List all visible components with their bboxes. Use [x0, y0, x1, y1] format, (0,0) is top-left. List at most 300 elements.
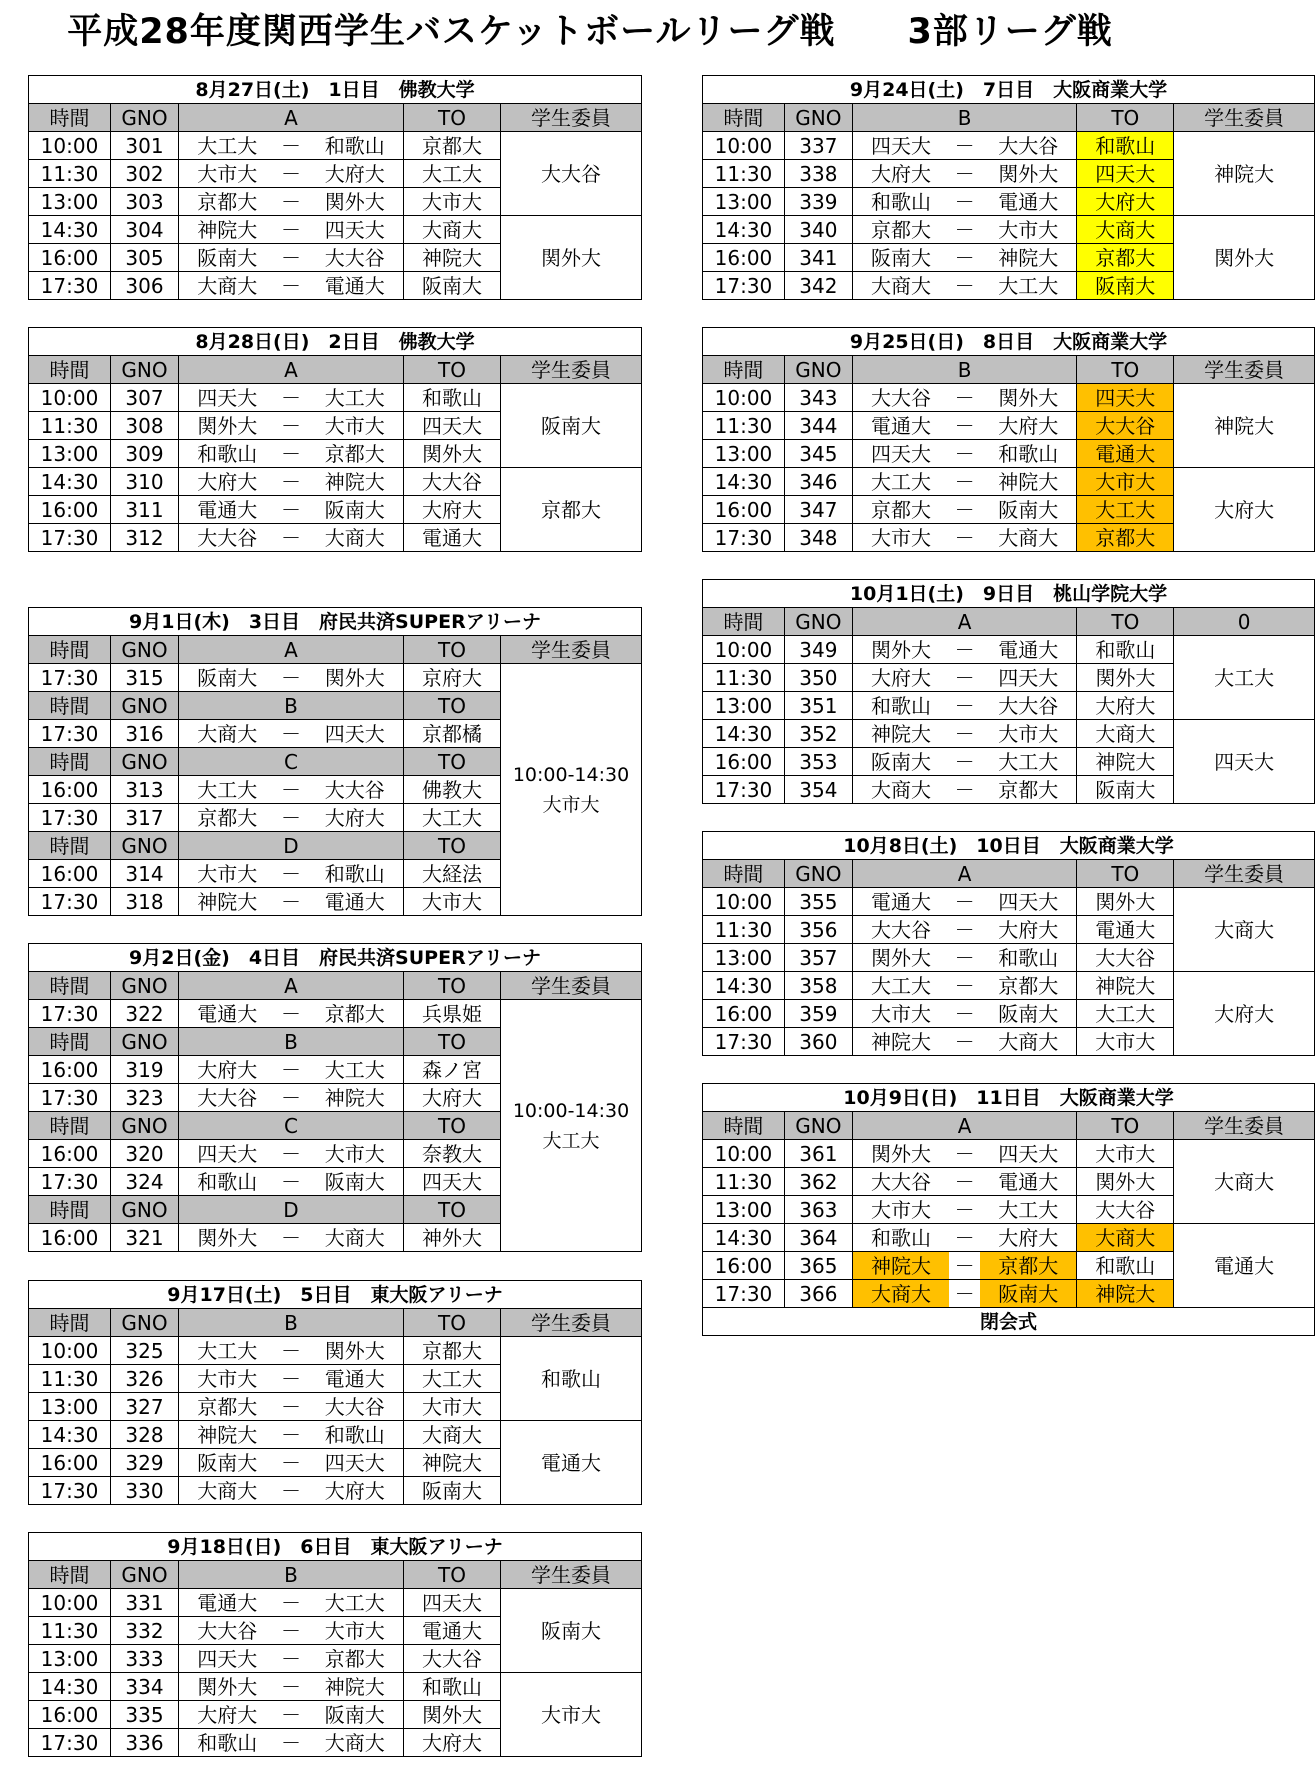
versus-dash: － — [276, 272, 307, 300]
header-gno: GNO — [111, 104, 179, 132]
versus-dash: － — [949, 524, 980, 552]
team-b: 神院大 — [307, 468, 404, 496]
table-title: 9月1日(木) 3日目 府民共済SUPERアリーナ — [29, 608, 642, 636]
versus-dash: － — [949, 272, 980, 300]
versus-dash: － — [276, 1701, 307, 1729]
table-officials: 大商大 — [1077, 1224, 1174, 1252]
team-a: 大市大 — [852, 1196, 949, 1224]
student-committee: 京都大 — [501, 468, 642, 552]
header-to: TO — [404, 1112, 501, 1140]
header-row — [703, 356, 1315, 384]
game-number: 341 — [784, 244, 852, 272]
versus-dash: － — [276, 1168, 307, 1196]
game-row — [29, 468, 642, 496]
schedule-table-day9 — [702, 579, 1315, 804]
team-b: 京都大 — [980, 972, 1077, 1000]
game-number: 349 — [784, 636, 852, 664]
team-b: 四天大 — [980, 664, 1077, 692]
table-officials: 大大谷 — [1077, 944, 1174, 972]
versus-dash: － — [276, 1393, 307, 1421]
team-a: 大商大 — [179, 1477, 276, 1505]
table-officials: 和歌山 — [404, 1673, 501, 1701]
game-number: 306 — [111, 272, 179, 300]
game-number: 338 — [784, 160, 852, 188]
game-number: 320 — [111, 1140, 179, 1168]
header-time: 時間 — [703, 860, 785, 888]
table-officials: 大工大 — [404, 804, 501, 832]
game-row — [29, 132, 642, 160]
game-number: 328 — [111, 1421, 179, 1449]
team-a: 大工大 — [179, 1337, 276, 1365]
table-officials: 奈教大 — [404, 1140, 501, 1168]
header-gno: GNO — [111, 636, 179, 664]
table-officials: 阪南大 — [1077, 776, 1174, 804]
game-time: 16:00 — [29, 1140, 111, 1168]
game-time: 16:00 — [29, 1224, 111, 1252]
game-time: 13:00 — [29, 188, 111, 216]
game-time: 17:30 — [29, 720, 111, 748]
game-number: 358 — [784, 972, 852, 1000]
game-time: 10:00 — [703, 132, 785, 160]
table-title: 9月2日(金) 4日目 府民共済SUPERアリーナ — [29, 944, 642, 972]
team-a: 大工大 — [852, 972, 949, 1000]
header-to: TO — [404, 356, 501, 384]
table-officials: 京都大 — [1077, 524, 1174, 552]
team-a: 関外大 — [852, 636, 949, 664]
game-time: 11:30 — [703, 160, 785, 188]
game-number: 352 — [784, 720, 852, 748]
student-committee: 阪南大 — [501, 1589, 642, 1673]
team-b: 大商大 — [980, 524, 1077, 552]
team-b: 電通大 — [980, 636, 1077, 664]
game-time: 14:30 — [29, 1421, 111, 1449]
table-officials: 大市大 — [404, 888, 501, 916]
versus-dash: － — [276, 1589, 307, 1617]
team-a: 和歌山 — [179, 1729, 276, 1757]
team-b: 阪南大 — [307, 496, 404, 524]
header-time: 時間 — [29, 1196, 111, 1224]
team-b: 和歌山 — [980, 944, 1077, 972]
game-number: 337 — [784, 132, 852, 160]
game-number: 335 — [111, 1701, 179, 1729]
team-a: 大商大 — [852, 272, 949, 300]
game-number: 315 — [111, 664, 179, 692]
table-officials: 関外大 — [404, 1701, 501, 1729]
team-b: 大大谷 — [980, 132, 1077, 160]
header-committee: 0 — [1174, 608, 1315, 636]
game-number: 318 — [111, 888, 179, 916]
table-officials: 大市大 — [1077, 1028, 1174, 1056]
game-time: 11:30 — [703, 916, 785, 944]
committee-school: 大市大 — [542, 793, 600, 816]
table-officials: 大市大 — [1077, 1140, 1174, 1168]
team-a: 大府大 — [179, 468, 276, 496]
team-b: 大府大 — [307, 1477, 404, 1505]
team-b: 京都大 — [980, 776, 1077, 804]
team-a: 和歌山 — [852, 692, 949, 720]
team-b: 大府大 — [307, 160, 404, 188]
table-title: 10月1日(土) 9日目 桃山学院大学 — [703, 580, 1315, 608]
versus-dash: － — [276, 524, 307, 552]
table-officials: 神院大 — [1077, 1280, 1174, 1308]
closing-ceremony: 閉会式 — [703, 1308, 1315, 1336]
versus-dash: － — [949, 1280, 980, 1308]
header-to: TO — [404, 972, 501, 1000]
header-court: A — [852, 1112, 1077, 1140]
game-number: 327 — [111, 1393, 179, 1421]
game-row — [703, 216, 1315, 244]
game-time: 10:00 — [29, 384, 111, 412]
team-a: 四天大 — [179, 384, 276, 412]
header-row — [29, 104, 642, 132]
team-a: 大工大 — [179, 132, 276, 160]
game-number: 332 — [111, 1617, 179, 1645]
team-b: 大府大 — [307, 804, 404, 832]
header-committee: 学生委員 — [1174, 356, 1315, 384]
game-row — [703, 1140, 1315, 1168]
game-row — [29, 216, 642, 244]
game-time: 13:00 — [29, 1393, 111, 1421]
game-number: 312 — [111, 524, 179, 552]
team-a: 阪南大 — [179, 664, 276, 692]
team-b: 大大谷 — [307, 776, 404, 804]
header-gno: GNO — [111, 1561, 179, 1589]
game-number: 346 — [784, 468, 852, 496]
committee-hours: 10:00-14:30 — [512, 763, 630, 786]
student-committee: 大府大 — [1174, 972, 1315, 1056]
versus-dash: － — [949, 440, 980, 468]
team-a: 和歌山 — [179, 1168, 276, 1196]
team-a: 阪南大 — [852, 748, 949, 776]
footer-row — [703, 1308, 1315, 1336]
header-row — [29, 972, 642, 1000]
game-row — [29, 1000, 642, 1028]
versus-dash: － — [949, 1224, 980, 1252]
header-row — [703, 860, 1315, 888]
game-time: 16:00 — [703, 496, 785, 524]
schedule-table-day5 — [28, 1280, 642, 1505]
header-court: A — [179, 636, 404, 664]
game-time: 11:30 — [703, 1168, 785, 1196]
student-committee: 大商大 — [1174, 1140, 1315, 1224]
team-a: 大市大 — [179, 160, 276, 188]
team-a: 関外大 — [179, 1224, 276, 1252]
versus-dash: － — [949, 496, 980, 524]
team-b: 神院大 — [980, 244, 1077, 272]
header-time: 時間 — [29, 748, 111, 776]
header-court: A — [179, 104, 404, 132]
game-number: 360 — [784, 1028, 852, 1056]
table-officials: 京都大 — [1077, 244, 1174, 272]
team-b: 京都大 — [980, 1252, 1077, 1280]
game-row — [29, 384, 642, 412]
versus-dash: － — [276, 1673, 307, 1701]
game-number: 330 — [111, 1477, 179, 1505]
header-row — [29, 1309, 642, 1337]
student-committee: 神院大 — [1174, 132, 1315, 216]
versus-dash: － — [949, 1000, 980, 1028]
team-b: 大商大 — [307, 1224, 404, 1252]
game-number: 344 — [784, 412, 852, 440]
table-officials: 関外大 — [1077, 888, 1174, 916]
team-b: 大市大 — [980, 216, 1077, 244]
game-number: 322 — [111, 1000, 179, 1028]
team-b: 大商大 — [307, 524, 404, 552]
table-title: 8月28日(日) 2日目 佛教大学 — [29, 328, 642, 356]
game-time: 11:30 — [703, 664, 785, 692]
versus-dash: － — [949, 216, 980, 244]
team-b: 大大谷 — [307, 244, 404, 272]
table-officials: 神院大 — [404, 244, 501, 272]
header-row — [703, 1112, 1315, 1140]
table-officials: 森ノ宮 — [404, 1056, 501, 1084]
header-to: TO — [404, 1309, 501, 1337]
game-number: 354 — [784, 776, 852, 804]
header-court: B — [179, 1309, 404, 1337]
table-title-row — [29, 1281, 642, 1309]
student-committee — [501, 664, 642, 916]
team-a: 大商大 — [179, 272, 276, 300]
header-gno: GNO — [784, 1112, 852, 1140]
game-time: 13:00 — [29, 1645, 111, 1673]
team-b: 大工大 — [980, 1196, 1077, 1224]
table-officials: 電通大 — [404, 524, 501, 552]
team-a: 大府大 — [852, 664, 949, 692]
team-b: 大大谷 — [307, 1393, 404, 1421]
game-row — [703, 720, 1315, 748]
game-time: 10:00 — [29, 1589, 111, 1617]
team-b: 大大谷 — [980, 692, 1077, 720]
game-number: 304 — [111, 216, 179, 244]
game-time: 16:00 — [703, 1000, 785, 1028]
versus-dash: － — [276, 1000, 307, 1028]
committee-hours: 10:00-14:30 — [512, 1099, 630, 1122]
table-officials: 大府大 — [404, 1729, 501, 1757]
team-b: 大工大 — [980, 272, 1077, 300]
game-time: 10:00 — [703, 888, 785, 916]
table-officials: 神院大 — [1077, 972, 1174, 1000]
header-committee: 学生委員 — [501, 1309, 642, 1337]
game-time: 17:30 — [29, 524, 111, 552]
student-committee: 大大谷 — [501, 132, 642, 216]
game-number: 303 — [111, 188, 179, 216]
game-number: 319 — [111, 1056, 179, 1084]
table-title: 9月17日(土) 5日目 東大阪アリーナ — [29, 1281, 642, 1309]
game-time: 17:30 — [703, 1280, 785, 1308]
table-title-row — [29, 608, 642, 636]
game-time: 17:30 — [29, 1000, 111, 1028]
team-a: 大大谷 — [179, 1617, 276, 1645]
student-committee: 大工大 — [1174, 636, 1315, 720]
game-number: 364 — [784, 1224, 852, 1252]
game-number: 331 — [111, 1589, 179, 1617]
team-a: 神院大 — [179, 216, 276, 244]
header-time: 時間 — [29, 1112, 111, 1140]
game-time: 16:00 — [29, 1056, 111, 1084]
team-b: 四天大 — [980, 888, 1077, 916]
versus-dash: － — [276, 1337, 307, 1365]
game-time: 17:30 — [703, 776, 785, 804]
game-time: 11:30 — [703, 412, 785, 440]
team-b: 関外大 — [307, 1337, 404, 1365]
team-a: 大大谷 — [179, 1084, 276, 1112]
student-committee: 関外大 — [1174, 216, 1315, 300]
game-number: 357 — [784, 944, 852, 972]
table-title-row — [29, 328, 642, 356]
versus-dash: － — [949, 1196, 980, 1224]
table-officials: 大経法 — [404, 860, 501, 888]
table-officials: 阪南大 — [1077, 272, 1174, 300]
game-time: 16:00 — [29, 244, 111, 272]
header-committee: 学生委員 — [1174, 860, 1315, 888]
team-a: 阪南大 — [179, 1449, 276, 1477]
team-a: 大商大 — [852, 1280, 949, 1308]
game-number: 345 — [784, 440, 852, 468]
game-number: 307 — [111, 384, 179, 412]
table-officials: 電通大 — [1077, 916, 1174, 944]
game-time: 14:30 — [29, 216, 111, 244]
game-time: 10:00 — [703, 384, 785, 412]
game-row — [703, 972, 1315, 1000]
header-committee: 学生委員 — [1174, 1112, 1315, 1140]
game-number: 340 — [784, 216, 852, 244]
header-to: TO — [1077, 104, 1174, 132]
student-committee: 大市大 — [501, 1673, 642, 1757]
header-court: C — [179, 1112, 404, 1140]
team-b: 和歌山 — [980, 440, 1077, 468]
table-officials: 神外大 — [404, 1224, 501, 1252]
team-b: 電通大 — [307, 272, 404, 300]
header-gno: GNO — [111, 692, 179, 720]
game-time: 14:30 — [703, 972, 785, 1000]
game-time: 17:30 — [29, 664, 111, 692]
schedule-table-day10 — [702, 831, 1315, 1056]
team-b: 大市大 — [307, 1617, 404, 1645]
versus-dash: － — [276, 496, 307, 524]
versus-dash: － — [949, 412, 980, 440]
header-to: TO — [1077, 1112, 1174, 1140]
team-a: 大商大 — [852, 776, 949, 804]
table-officials: 四天大 — [404, 1168, 501, 1196]
team-a: 四天大 — [852, 132, 949, 160]
student-committee: 阪南大 — [501, 384, 642, 468]
versus-dash: － — [949, 1252, 980, 1280]
table-officials: 和歌山 — [1077, 1252, 1174, 1280]
table-officials: 京府大 — [404, 664, 501, 692]
game-time: 14:30 — [703, 468, 785, 496]
table-title-row — [703, 76, 1315, 104]
versus-dash: － — [276, 1449, 307, 1477]
header-court: B — [179, 692, 404, 720]
team-a: 大大谷 — [852, 1168, 949, 1196]
versus-dash: － — [276, 244, 307, 272]
team-b: 電通大 — [980, 188, 1077, 216]
table-officials: 大大谷 — [404, 1645, 501, 1673]
team-b: 阪南大 — [980, 1280, 1077, 1308]
header-time: 時間 — [29, 356, 111, 384]
versus-dash: － — [949, 1140, 980, 1168]
game-number: 311 — [111, 496, 179, 524]
table-officials: 大府大 — [1077, 188, 1174, 216]
versus-dash: － — [276, 720, 307, 748]
header-gno: GNO — [111, 1028, 179, 1056]
header-row — [703, 104, 1315, 132]
versus-dash: － — [949, 244, 980, 272]
table-title-row — [703, 832, 1315, 860]
schedule-table-day3 — [28, 607, 642, 916]
game-time: 16:00 — [703, 244, 785, 272]
team-a: 大市大 — [852, 1000, 949, 1028]
table-officials: 大市大 — [1077, 468, 1174, 496]
header-committee: 学生委員 — [501, 972, 642, 1000]
table-officials: 神院大 — [404, 1449, 501, 1477]
student-committee: 四天大 — [1174, 720, 1315, 804]
team-b: 大市大 — [980, 720, 1077, 748]
game-time: 17:30 — [703, 1028, 785, 1056]
team-a: 四天大 — [179, 1140, 276, 1168]
team-a: 和歌山 — [852, 188, 949, 216]
header-time: 時間 — [703, 356, 785, 384]
table-officials: 四天大 — [404, 1589, 501, 1617]
table-title: 9月24日(土) 7日目 大阪商業大学 — [703, 76, 1315, 104]
table-officials: 京都大 — [404, 132, 501, 160]
header-committee: 学生委員 — [1174, 104, 1315, 132]
header-court: B — [179, 1561, 404, 1589]
schedule-table-day11 — [702, 1083, 1315, 1336]
game-number: 329 — [111, 1449, 179, 1477]
game-time: 13:00 — [703, 944, 785, 972]
team-b: 大商大 — [307, 1729, 404, 1757]
team-a: 電通大 — [852, 412, 949, 440]
header-time: 時間 — [703, 608, 785, 636]
game-time: 17:30 — [29, 1084, 111, 1112]
team-a: 大市大 — [179, 1365, 276, 1393]
table-officials: 大工大 — [404, 1365, 501, 1393]
game-time: 13:00 — [703, 692, 785, 720]
team-b: 電通大 — [980, 1168, 1077, 1196]
header-court: C — [179, 748, 404, 776]
table-officials: 大商大 — [404, 1421, 501, 1449]
header-court: A — [179, 972, 404, 1000]
team-b: 阪南大 — [307, 1701, 404, 1729]
team-b: 阪南大 — [307, 1168, 404, 1196]
table-officials: 大市大 — [404, 1393, 501, 1421]
table-title-row — [29, 944, 642, 972]
table-officials: 大工大 — [1077, 496, 1174, 524]
team-b: 関外大 — [307, 664, 404, 692]
team-a: 大大谷 — [852, 916, 949, 944]
table-officials: 大商大 — [1077, 720, 1174, 748]
table-officials: 四天大 — [404, 412, 501, 440]
team-a: 四天大 — [179, 1645, 276, 1673]
team-a: 関外大 — [852, 1140, 949, 1168]
versus-dash: － — [949, 188, 980, 216]
header-committee: 学生委員 — [501, 636, 642, 664]
game-time: 17:30 — [703, 524, 785, 552]
versus-dash: － — [276, 1645, 307, 1673]
game-number: 316 — [111, 720, 179, 748]
game-time: 14:30 — [29, 468, 111, 496]
game-time: 16:00 — [29, 860, 111, 888]
game-number: 305 — [111, 244, 179, 272]
game-number: 362 — [784, 1168, 852, 1196]
team-b: 神院大 — [307, 1084, 404, 1112]
table-title-row — [29, 76, 642, 104]
versus-dash: － — [949, 748, 980, 776]
game-time: 14:30 — [703, 216, 785, 244]
header-to: TO — [404, 1028, 501, 1056]
table-officials: 四天大 — [1077, 384, 1174, 412]
